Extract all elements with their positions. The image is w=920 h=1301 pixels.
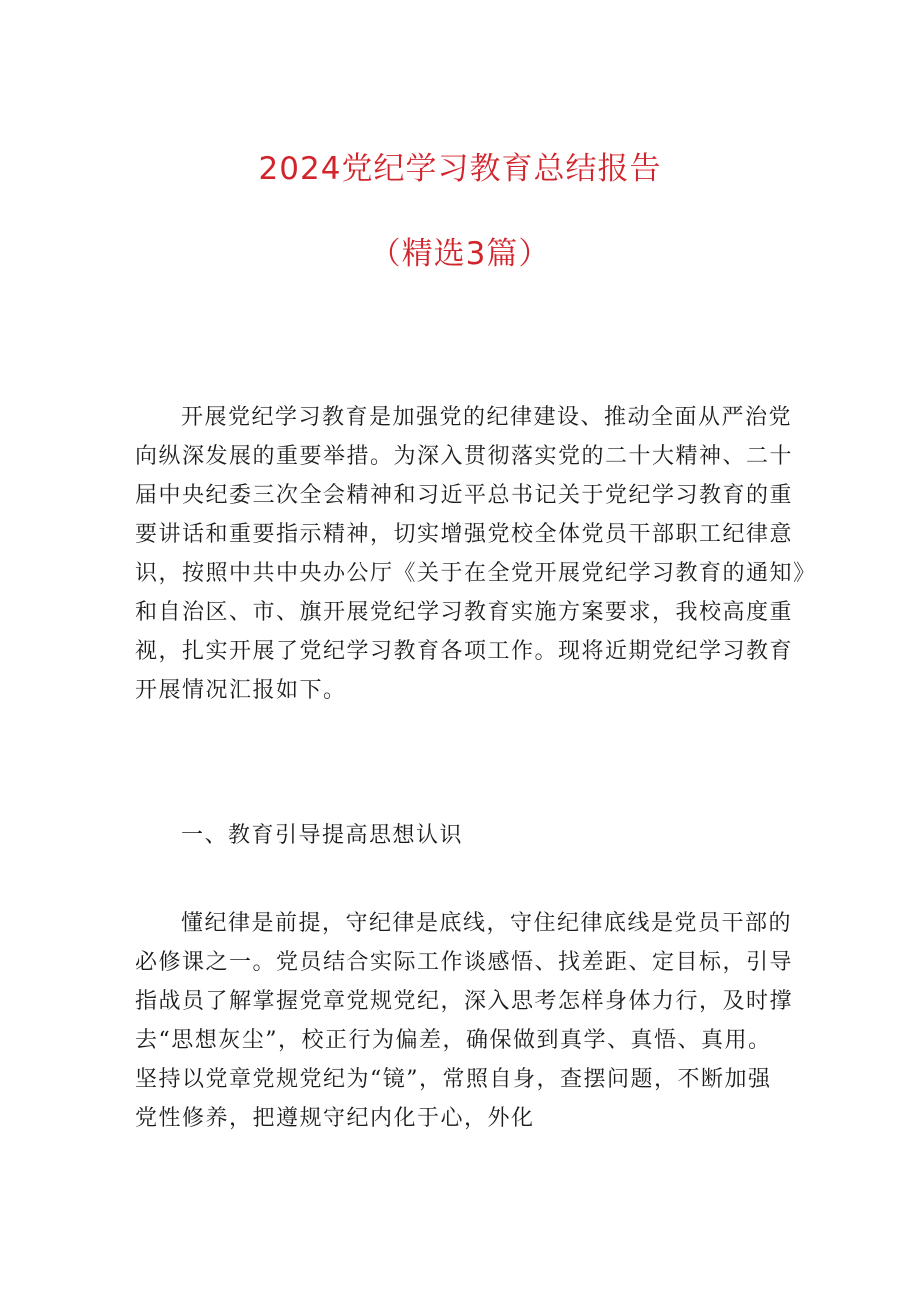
paragraph-line: 要讲话和重要指示精神，切实增强党校全体党员干部职工纪律意 bbox=[135, 522, 794, 547]
paragraph-line: 懂纪律是前提，守纪律是底线，守住纪律底线是党员干部的 bbox=[181, 911, 793, 936]
paragraph-line: 必修课之一。党员结合实际工作谈感悟、找差距、定目标，引导 bbox=[135, 950, 794, 975]
document-title: 2024党纪学习教育总结报告 bbox=[258, 151, 662, 187]
paragraph-line: 开展情况汇报如下。 bbox=[135, 678, 347, 703]
document-subtitle: （精选3篇） bbox=[369, 236, 551, 272]
intro-paragraph bbox=[135, 398, 817, 710]
section-heading bbox=[135, 816, 785, 855]
paragraph-line: 向纵深发展的重要举措。为深入贯彻落实党的二十大精神、二十 bbox=[135, 444, 794, 469]
paragraph-line: 指战员了解掌握党章党规党纪，深入思考怎样身体力行，及时撑 bbox=[135, 989, 794, 1014]
paragraph-line: 党性修养，把遵规守纪内化于心，外化 bbox=[135, 1106, 535, 1131]
paragraph-line: 坚持以党章党规党纪为“镜”，常照自身，查摆问题，不断加强 bbox=[135, 1067, 772, 1092]
paragraph-line: 和自治区、市、旗开展党纪学习教育实施方案要求，我校高度重 bbox=[135, 600, 794, 625]
paragraph-line: 届中央纪委三次全会精神和习近平总书记关于党纪学习教育的重 bbox=[135, 483, 794, 508]
paragraph-line: 视，扎实开展了党纪学习教育各项工作。现将近期党纪学习教育 bbox=[135, 639, 794, 664]
paragraph-line: 开展党纪学习教育是加强党的纪律建设、推动全面从严治党 bbox=[181, 405, 793, 430]
paragraph-line: 识，按照中共中央办公厅《关于在全党开展党纪学习教育的通知》 bbox=[135, 561, 817, 586]
section-heading-text: 一、教育引导提高思想认识 bbox=[181, 823, 464, 848]
paragraph-line: 去“思想灰尘”，校正行为偏差，确保做到真学、真悟、真用。 bbox=[135, 1028, 772, 1053]
section-paragraph bbox=[135, 904, 794, 1138]
